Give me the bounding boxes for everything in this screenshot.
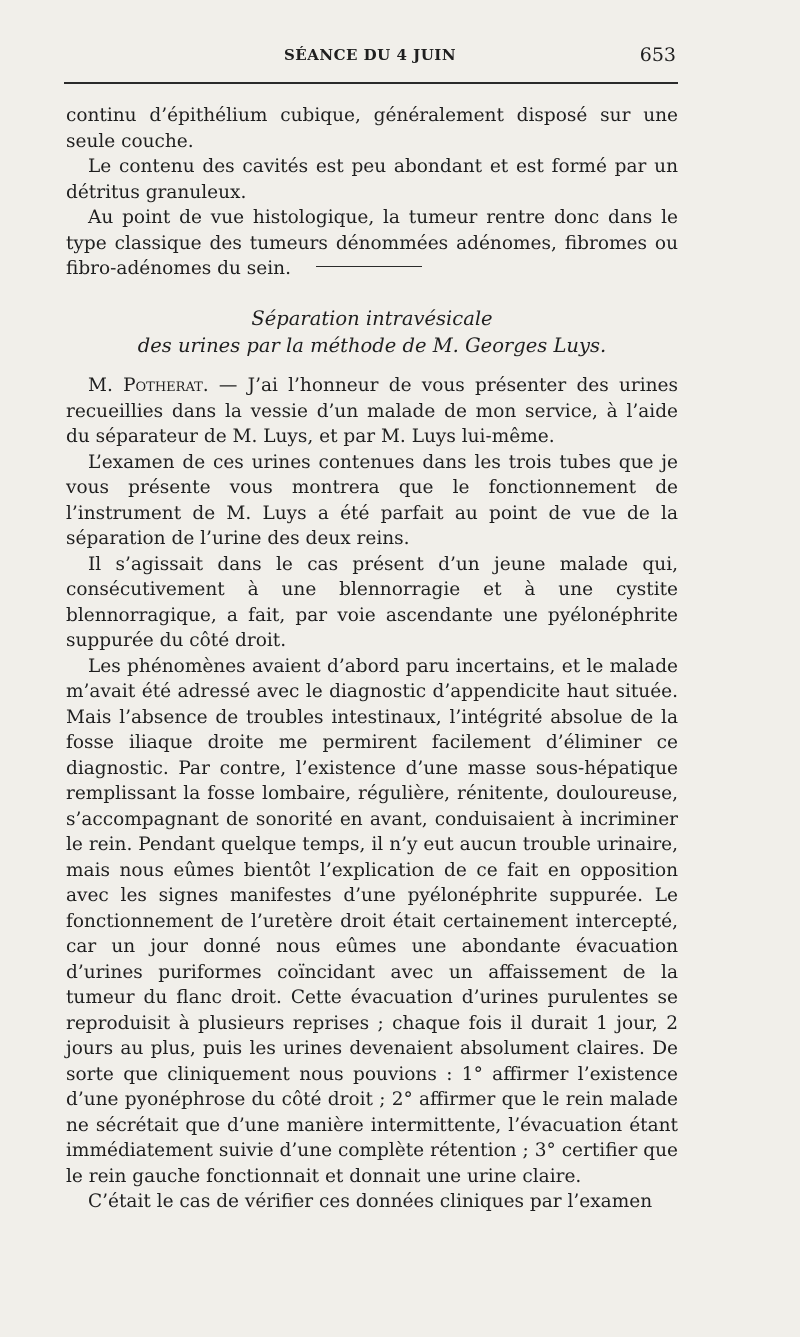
paragraph: Les phénomènes avaient d’abord paru incertains, et le malade m’avait été adressé avec le diagnostic d’appendicite haut située. Mais l’absence de troubles intestinaux, l’intégrité absolue de la fosse iliaque droite me permirent facilement d’éliminer ce diagnostic. Par contre, l’existence d’une masse sous-hépatique remplissant la fosse lombaire, régulière, rénitente, douloureuse, s’accompagnant de sonorité en avant, conduisaient à incriminer le rein. Pendant quelque temps, il n’y eut aucun trouble urinaire, mais nous eûmes bientôt l’explication de ce fait en opposition avec les signes manifestes d’une pyélonéphrite suppurée. Le fonctionnement de l’uretère droit était certainement intercepté, car un jour donné nous eûmes une abondante évacuation d’urines puriformes coïncidant avec un affaissement de la tumeur du flanc droit. Cette évacuation d’urines purulentes se reproduisit à plusieurs reprises ; chaque fois il durait 1 jour, 2 jours au plus, puis les urines devenaient absolument claires. De sorte que cliniquement nous pouvions : 1° affirmer l’existence d’une pyonéphrose du côté droit ; 2° affirmer que le rein malade ne sécrétait que d’une manière intermittente, l’évacuation étant immédiatement suivie d’une complète rétention ; 3° certifier que le rein gauche fonctionnait et donnait une urine claire. (66, 655, 678, 1187)
paragraph: Il s’agissait dans le cas présent d’un jeune malade qui, consécutivement à une blennorragie et à une cystite blennorragique, a fait, par voie ascendante une pyélonéphrite suppurée du côté droit. (66, 553, 678, 651)
speaker-prefix: M. (88, 375, 124, 396)
page-number: 653 (639, 44, 676, 66)
section-title (66, 305, 678, 359)
section-title-line-1: Séparation intravésicale (251, 307, 493, 330)
section-title-line-2: des urines par la méthode de M. Georges Luys. (137, 334, 607, 357)
speaker-text: — J’ai l’honneur de vous présenter des urines recueillies dans la vessie d’un malade de mon service, à l’aide du séparateur de M. Luys, et par M. Luys lui-même. (66, 375, 678, 447)
running-title: SÉANCE DU 4 JUIN (283, 46, 457, 64)
speaker-paragraph (66, 373, 678, 450)
speaker-name: Potherat. (123, 375, 209, 396)
paragraph: Le contenu des cavités est peu abondant et est formé par un détritus granuleux. (66, 156, 678, 203)
running-header (64, 44, 676, 68)
intro-text-block (66, 103, 678, 282)
paragraph: continu d’épithélium cubique, généralement disposé sur une seule couche. (66, 105, 678, 152)
paragraph: Au point de vue histologique, la tumeur rentre donc dans le type classique des tumeurs dénommées adénomes, fibromes ou fibro-adénomes du sein. (66, 207, 678, 279)
header-rule (64, 82, 678, 84)
section-separator (316, 266, 422, 267)
paragraph: C’était le cas de vérifier ces données cliniques par l’examen (88, 1191, 653, 1212)
paragraph: L’examen de ces urines contenues dans les trois tubes que je vous présente vous montrera que le fonctionnement de l’instrument de M. Luys a été parfait au point de vue de la séparation de l’urine des deux reins. (66, 451, 678, 549)
main-text-block (66, 373, 678, 1215)
